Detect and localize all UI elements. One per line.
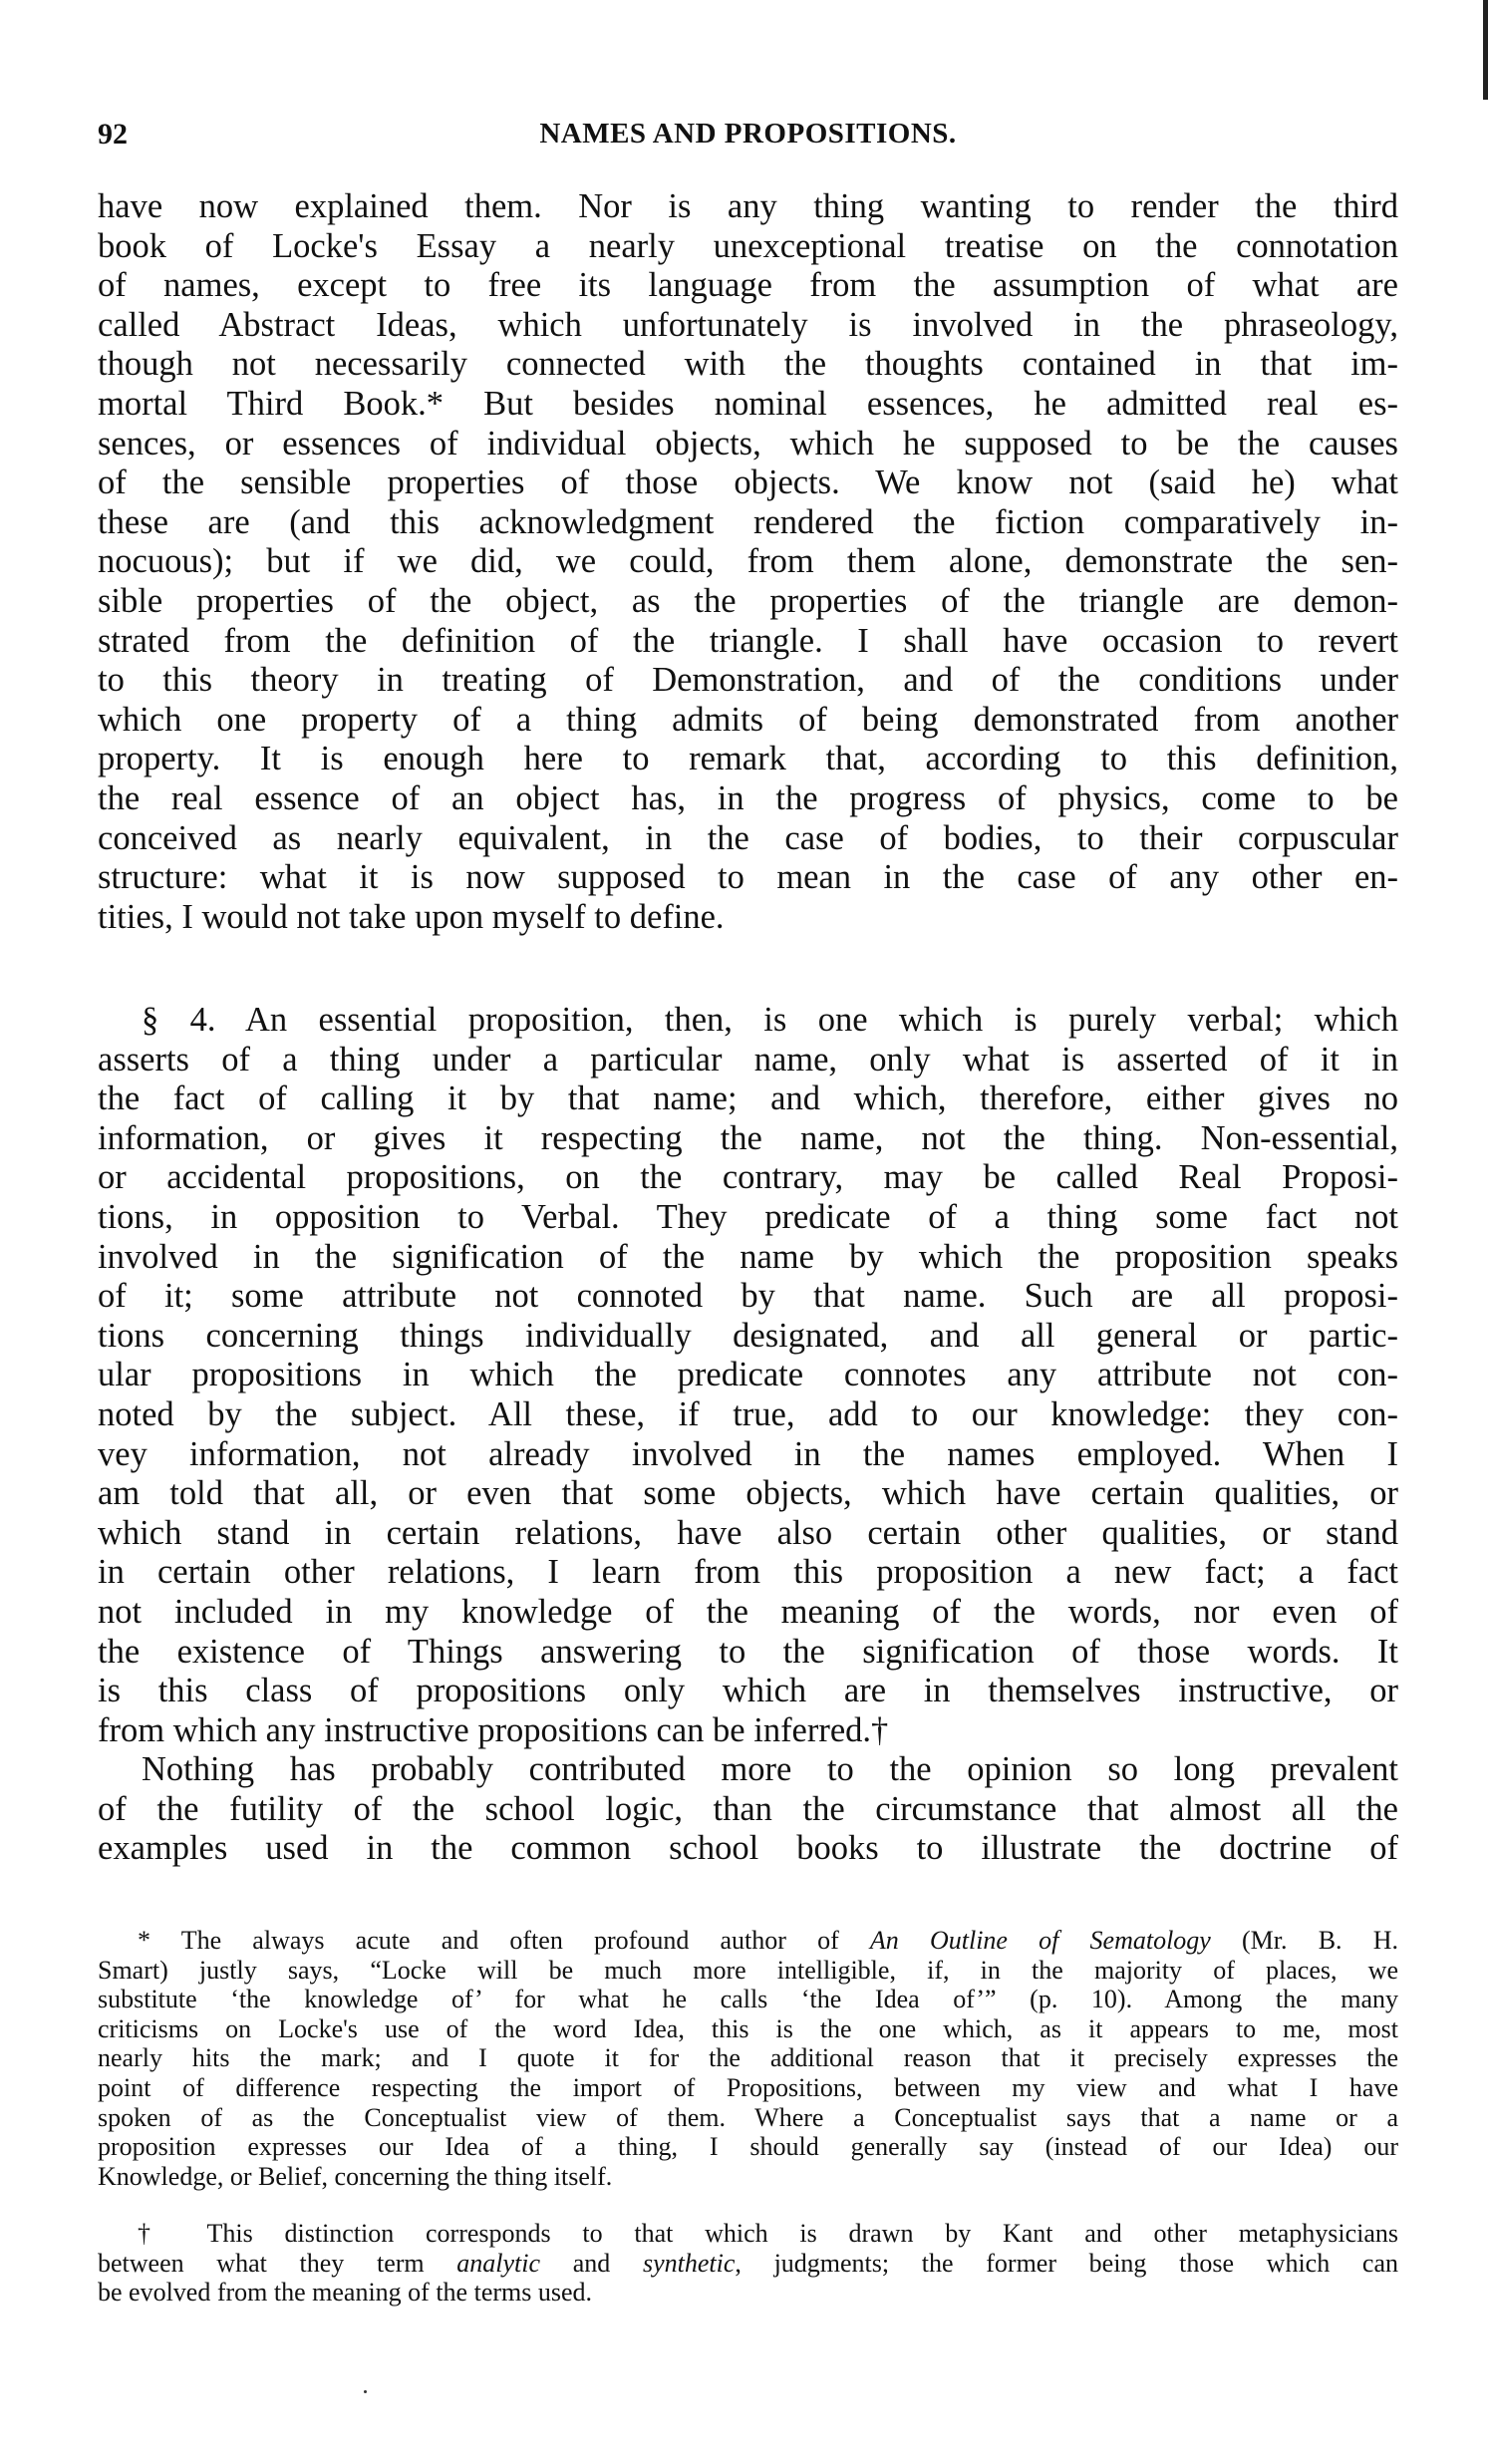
text-line: of it; some attribute not connoted by that name. Such are all proposi- xyxy=(98,1277,1398,1316)
footnote-line: Knowledge, or Belief, concerning the thing itself. xyxy=(98,2161,613,2191)
text-line: the real essence of an object has, in the progress of physics, come to be xyxy=(98,778,1398,817)
text-line: examples used in the common school books to illustrate the doctrine of xyxy=(98,1829,1398,1868)
text-line: noted by the subject. All these, if true, add to our knowledge: they con- xyxy=(98,1394,1398,1433)
page-header xyxy=(98,118,1398,157)
text-line: vey information, not already involved in the names employed. When I xyxy=(98,1434,1398,1473)
text-line: of names, except to free its language from the assumption of what are xyxy=(98,266,1398,305)
text-line: book of Locke's Essay a nearly unexceptional treatise on the connotation xyxy=(98,226,1398,265)
book-title-italic: An Outline of Sematology xyxy=(869,1926,1211,1955)
scan-speck xyxy=(364,2390,367,2393)
text-line: involved in the signification of the name by which the proposition speaks xyxy=(98,1237,1398,1276)
text-line: not included in my knowledge of the meaning of the words, nor even of xyxy=(98,1592,1398,1631)
text-line: tions concerning things individually designated, and all general or partic- xyxy=(98,1316,1398,1355)
footnote-line: criticisms on Locke's use of the word Idea, this is the one which, as it appears to me, most xyxy=(98,2013,1398,2043)
text-line: of the futility of the school logic, than the circumstance that almost all the xyxy=(98,1789,1398,1828)
footnote-line: be evolved from the meaning of the terms used. xyxy=(98,2278,593,2308)
footnote-line: point of difference respecting the import of Propositions, between my view and what I have xyxy=(98,2072,1398,2102)
text-line: tities, I would not take upon myself to define. xyxy=(98,897,725,936)
footnote-line: nearly hits the mark; and I quote it for the additional reason that it precisely expresses the xyxy=(98,2043,1398,2073)
text-line: called Abstract Ideas, which unfortunately is involved in the phraseology, xyxy=(98,305,1398,344)
footnote-text: and xyxy=(540,2248,643,2278)
footnote-line xyxy=(98,1926,1398,1956)
footnote-line: proposition expresses our Idea of a thing, I should generally say (instead of our Idea) our xyxy=(98,2132,1398,2162)
footnote-line xyxy=(98,2249,1398,2279)
footnote-text: , judgments; the former being those which can xyxy=(735,2248,1398,2278)
section-heading-line: § 4. An essential proposition, then, is one which is purely verbal; which xyxy=(142,1001,1398,1039)
text-line: conceived as nearly equivalent, in the case of bodies, to their corpuscular xyxy=(98,818,1398,857)
term-italic-analytic: analytic xyxy=(456,2248,541,2278)
term-italic-synthetic: synthetic xyxy=(642,2248,736,2278)
text-line: am told that all, or even that some objects, which have certain qualities, or xyxy=(98,1474,1398,1513)
text-line: sible properties of the object, as the properties of the triangle are demon- xyxy=(98,581,1398,620)
footnote-line: spoken of as the Conceptualist view of them. Where a Conceptualist says that a name or a xyxy=(98,2102,1398,2132)
text-line: or accidental propositions, on the contrary, may be called Real Proposi- xyxy=(98,1158,1398,1197)
paragraph-2-section-4 xyxy=(98,1001,1398,1869)
text-line: though not necessarily connected with the thoughts contained in that im- xyxy=(98,345,1398,384)
text-line: sences, or essences of individual objects, which he supposed to be the causes xyxy=(98,424,1398,462)
text-line: strated from the definition of the triangle. I shall have occasion to revert xyxy=(98,621,1398,660)
footnote-line: Smart) justly says, “Locke will be much more intelligible, if, in the majority of places, we xyxy=(98,1955,1398,1985)
text-line: property. It is enough here to remark that, according to this definition, xyxy=(98,740,1398,778)
text-line: tions, in opposition to Verbal. They predicate of a thing some fact not xyxy=(98,1197,1398,1236)
running-head: NAMES AND PROPOSITIONS. xyxy=(539,118,957,150)
text-line: the existence of Things answering to the signification of those words. It xyxy=(98,1632,1398,1671)
text-line: mortal Third Book.* But besides nominal essences, he admitted real es- xyxy=(98,384,1398,423)
text-line: asserts of a thing under a particular name, only what is asserted of it in xyxy=(98,1040,1398,1078)
text-line: is this class of propositions only which are in themselves instructive, or xyxy=(98,1672,1398,1710)
text-line: ular propositions in which the predicate connotes any attribute not con- xyxy=(98,1356,1398,1394)
text-line: Nothing has probably contributed more to the opinion so long prevalent xyxy=(142,1750,1398,1789)
text-line: these are (and this acknowledgment rendered the fiction comparatively in- xyxy=(98,502,1398,541)
footnote-dagger xyxy=(98,2219,1398,2308)
footnote-text: (Mr. B. H. xyxy=(1210,1926,1398,1955)
text-line: from which any instructive propositions can be inferred.† xyxy=(98,1710,889,1749)
footnote-line: substitute ‘the knowledge of’ for what he calls ‘the Idea of’” (p. 10). Among the many xyxy=(98,1985,1398,2014)
footnote-asterisk xyxy=(98,1926,1398,2191)
scan-edge-artifact xyxy=(1483,0,1488,100)
text-line: nocuous); but if we did, we could, from them alone, demonstrate the sen- xyxy=(98,542,1398,581)
footnote-text: between what they term xyxy=(98,2248,457,2278)
text-line: the fact of calling it by that name; and which, therefore, either gives no xyxy=(98,1079,1398,1118)
text-line: of the sensible properties of those objects. We know not (said he) what xyxy=(98,463,1398,502)
text-line: structure: what it is now supposed to mean in the case of any other en- xyxy=(98,858,1398,897)
text-line: which stand in certain relations, have also certain other qualities, or stand xyxy=(98,1513,1398,1552)
text-line: to this theory in treating of Demonstration, and of the conditions under xyxy=(98,661,1398,700)
page-number: 92 xyxy=(98,118,128,151)
text-line: information, or gives it respecting the name, not the thing. Non-essential, xyxy=(98,1118,1398,1157)
text-line: have now explained them. Nor is any thing wanting to render the third xyxy=(98,187,1398,225)
footnote-line: † This distinction corresponds to that which is drawn by Kant and other metaphysicians xyxy=(138,2219,1398,2248)
footnote-text: * The always acute and often profound author of xyxy=(138,1926,870,1955)
text-line: in certain other relations, I learn from this proposition a new fact; a fact xyxy=(98,1553,1398,1592)
text-line: which one property of a thing admits of being demonstrated from another xyxy=(98,700,1398,739)
paragraph-1 xyxy=(98,187,1398,937)
